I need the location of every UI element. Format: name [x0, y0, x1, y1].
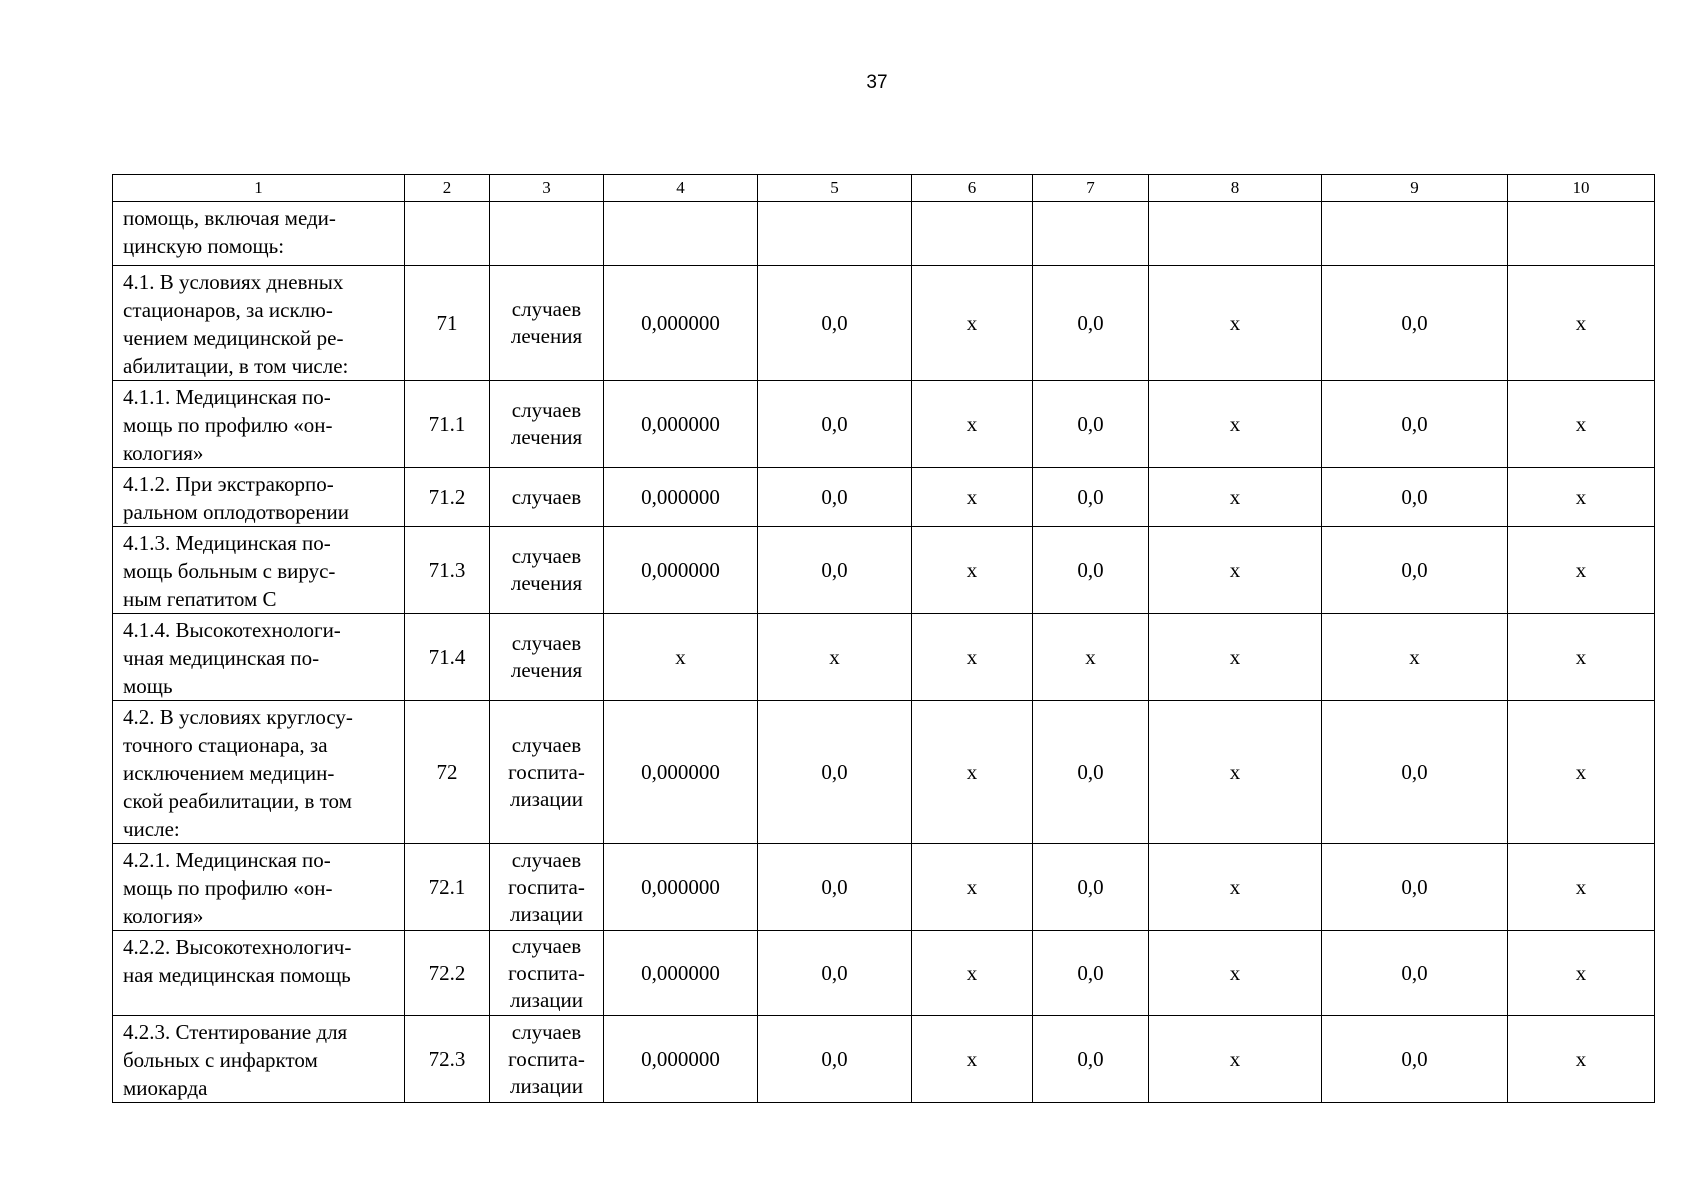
cell-col-8: х [1149, 527, 1322, 614]
cell-col-7: 0,0 [1033, 931, 1149, 1016]
cell-col-6: х [912, 1016, 1033, 1103]
cell-col-9: 0,0 [1322, 1016, 1508, 1103]
cell-col-5: 0,0 [758, 701, 912, 844]
cell-col-10: х [1508, 1016, 1655, 1103]
row-code [405, 202, 490, 266]
column-header: 3 [490, 175, 604, 202]
table-body [113, 175, 1655, 1103]
cell-col-6: х [912, 381, 1033, 468]
cell-col-9: 0,0 [1322, 844, 1508, 931]
cell-col-5 [758, 202, 912, 266]
cell-col-8: х [1149, 614, 1322, 701]
cell-col-5: 0,0 [758, 381, 912, 468]
table-row [113, 614, 1655, 701]
cell-col-4: 0,000000 [604, 1016, 758, 1103]
row-label: 4.2.3. Стентирование для больных с инфарктом миокарда [113, 1016, 405, 1103]
table-row [113, 202, 1655, 266]
row-unit: случаев госпита- лизации [490, 1016, 604, 1103]
table-row [113, 701, 1655, 844]
cell-col-8 [1149, 202, 1322, 266]
row-label: 4.2.2. Высокотехнологич- ная медицинская помощь [113, 931, 405, 1016]
cell-col-10 [1508, 202, 1655, 266]
row-label: 4.2.1. Медицинская по- мощь по профилю «он- кология» [113, 844, 405, 931]
cell-col-6: х [912, 844, 1033, 931]
cell-col-4: х [604, 614, 758, 701]
cell-col-7: 0,0 [1033, 381, 1149, 468]
cell-col-5: 0,0 [758, 266, 912, 381]
table-row [113, 381, 1655, 468]
cell-col-9: 0,0 [1322, 381, 1508, 468]
page-number: 37 [866, 72, 888, 93]
cell-col-6 [912, 202, 1033, 266]
cell-col-4: 0,000000 [604, 381, 758, 468]
cell-col-7: 0,0 [1033, 701, 1149, 844]
column-header: 2 [405, 175, 490, 202]
cell-col-6: х [912, 266, 1033, 381]
column-header: 5 [758, 175, 912, 202]
cell-col-10: х [1508, 844, 1655, 931]
cell-col-9: 0,0 [1322, 527, 1508, 614]
cell-col-8: х [1149, 844, 1322, 931]
cell-col-4: 0,000000 [604, 701, 758, 844]
row-code: 72.2 [405, 931, 490, 1016]
cell-col-9: 0,0 [1322, 931, 1508, 1016]
row-label: помощь, включая меди- цинскую помощь: [113, 202, 405, 266]
row-unit: случаев госпита- лизации [490, 701, 604, 844]
cell-col-8: х [1149, 468, 1322, 527]
cell-col-6: х [912, 614, 1033, 701]
row-unit: случаев лечения [490, 266, 604, 381]
column-header: 9 [1322, 175, 1508, 202]
table-row [113, 1016, 1655, 1103]
cell-col-10: х [1508, 931, 1655, 1016]
cell-col-6: х [912, 527, 1033, 614]
cell-col-8: х [1149, 931, 1322, 1016]
cell-col-7: 0,0 [1033, 468, 1149, 527]
cell-col-6: х [912, 701, 1033, 844]
row-label: 4.1.1. Медицинская по- мощь по профилю «он- кология» [113, 381, 405, 468]
cell-col-4: 0,000000 [604, 527, 758, 614]
table-row [113, 468, 1655, 527]
column-header: 1 [113, 175, 405, 202]
row-label: 4.1. В условиях дневных стационаров, за исклю- чением медицинской ре- абилитации, в том числе: [113, 266, 405, 381]
cell-col-5: 0,0 [758, 527, 912, 614]
cell-col-5: 0,0 [758, 844, 912, 931]
row-label: 4.2. В условиях круглосу- точного стационара, за исключением медицин- ской реабилитации, в том числе: [113, 701, 405, 844]
row-unit: случаев лечения [490, 381, 604, 468]
column-header: 7 [1033, 175, 1149, 202]
cell-col-9: х [1322, 614, 1508, 701]
cell-col-7: 0,0 [1033, 1016, 1149, 1103]
cell-col-7: 0,0 [1033, 266, 1149, 381]
cell-col-7: 0,0 [1033, 527, 1149, 614]
cell-col-8: х [1149, 701, 1322, 844]
column-header: 8 [1149, 175, 1322, 202]
cell-col-5: х [758, 614, 912, 701]
cell-col-8: х [1149, 266, 1322, 381]
cell-col-9: 0,0 [1322, 468, 1508, 527]
cell-col-8: х [1149, 381, 1322, 468]
row-unit: случаев лечения [490, 614, 604, 701]
cell-col-4: 0,000000 [604, 931, 758, 1016]
cell-col-10: х [1508, 266, 1655, 381]
column-header: 10 [1508, 175, 1655, 202]
row-code: 71 [405, 266, 490, 381]
cell-col-5: 0,0 [758, 931, 912, 1016]
row-label: 4.1.2. При экстракорпо- ральном оплодотворении [113, 468, 405, 527]
cell-col-10: х [1508, 468, 1655, 527]
row-code: 71.3 [405, 527, 490, 614]
row-code: 71.2 [405, 468, 490, 527]
cell-col-9 [1322, 202, 1508, 266]
row-unit [490, 202, 604, 266]
cell-col-6: х [912, 931, 1033, 1016]
row-code: 72 [405, 701, 490, 844]
cell-col-8: х [1149, 1016, 1322, 1103]
cell-col-7 [1033, 202, 1149, 266]
row-label: 4.1.4. Высокотехнологи- чная медицинская по- мощь [113, 614, 405, 701]
cell-col-9: 0,0 [1322, 701, 1508, 844]
cell-col-4: 0,000000 [604, 266, 758, 381]
row-label: 4.1.3. Медицинская по- мощь больным с вирус- ным гепатитом С [113, 527, 405, 614]
cell-col-9: 0,0 [1322, 266, 1508, 381]
cell-col-5: 0,0 [758, 1016, 912, 1103]
table-row [113, 931, 1655, 1016]
row-code: 71.4 [405, 614, 490, 701]
table-row [113, 266, 1655, 381]
cell-col-10: х [1508, 381, 1655, 468]
column-header-row [113, 175, 1655, 202]
row-unit: случаев лечения [490, 527, 604, 614]
cell-col-4: 0,000000 [604, 844, 758, 931]
row-unit: случаев госпита- лизации [490, 844, 604, 931]
cell-col-4 [604, 202, 758, 266]
row-unit: случаев [490, 468, 604, 527]
row-unit: случаев госпита- лизации [490, 931, 604, 1016]
column-header: 4 [604, 175, 758, 202]
cell-col-7: х [1033, 614, 1149, 701]
cell-col-7: 0,0 [1033, 844, 1149, 931]
cell-col-6: х [912, 468, 1033, 527]
row-code: 71.1 [405, 381, 490, 468]
table-row [113, 844, 1655, 931]
cell-col-5: 0,0 [758, 468, 912, 527]
cell-col-10: х [1508, 701, 1655, 844]
cell-col-4: 0,000000 [604, 468, 758, 527]
column-header: 6 [912, 175, 1033, 202]
cell-col-10: х [1508, 614, 1655, 701]
cell-col-10: х [1508, 527, 1655, 614]
data-table [112, 174, 1655, 1103]
table-row [113, 527, 1655, 614]
row-code: 72.1 [405, 844, 490, 931]
row-code: 72.3 [405, 1016, 490, 1103]
